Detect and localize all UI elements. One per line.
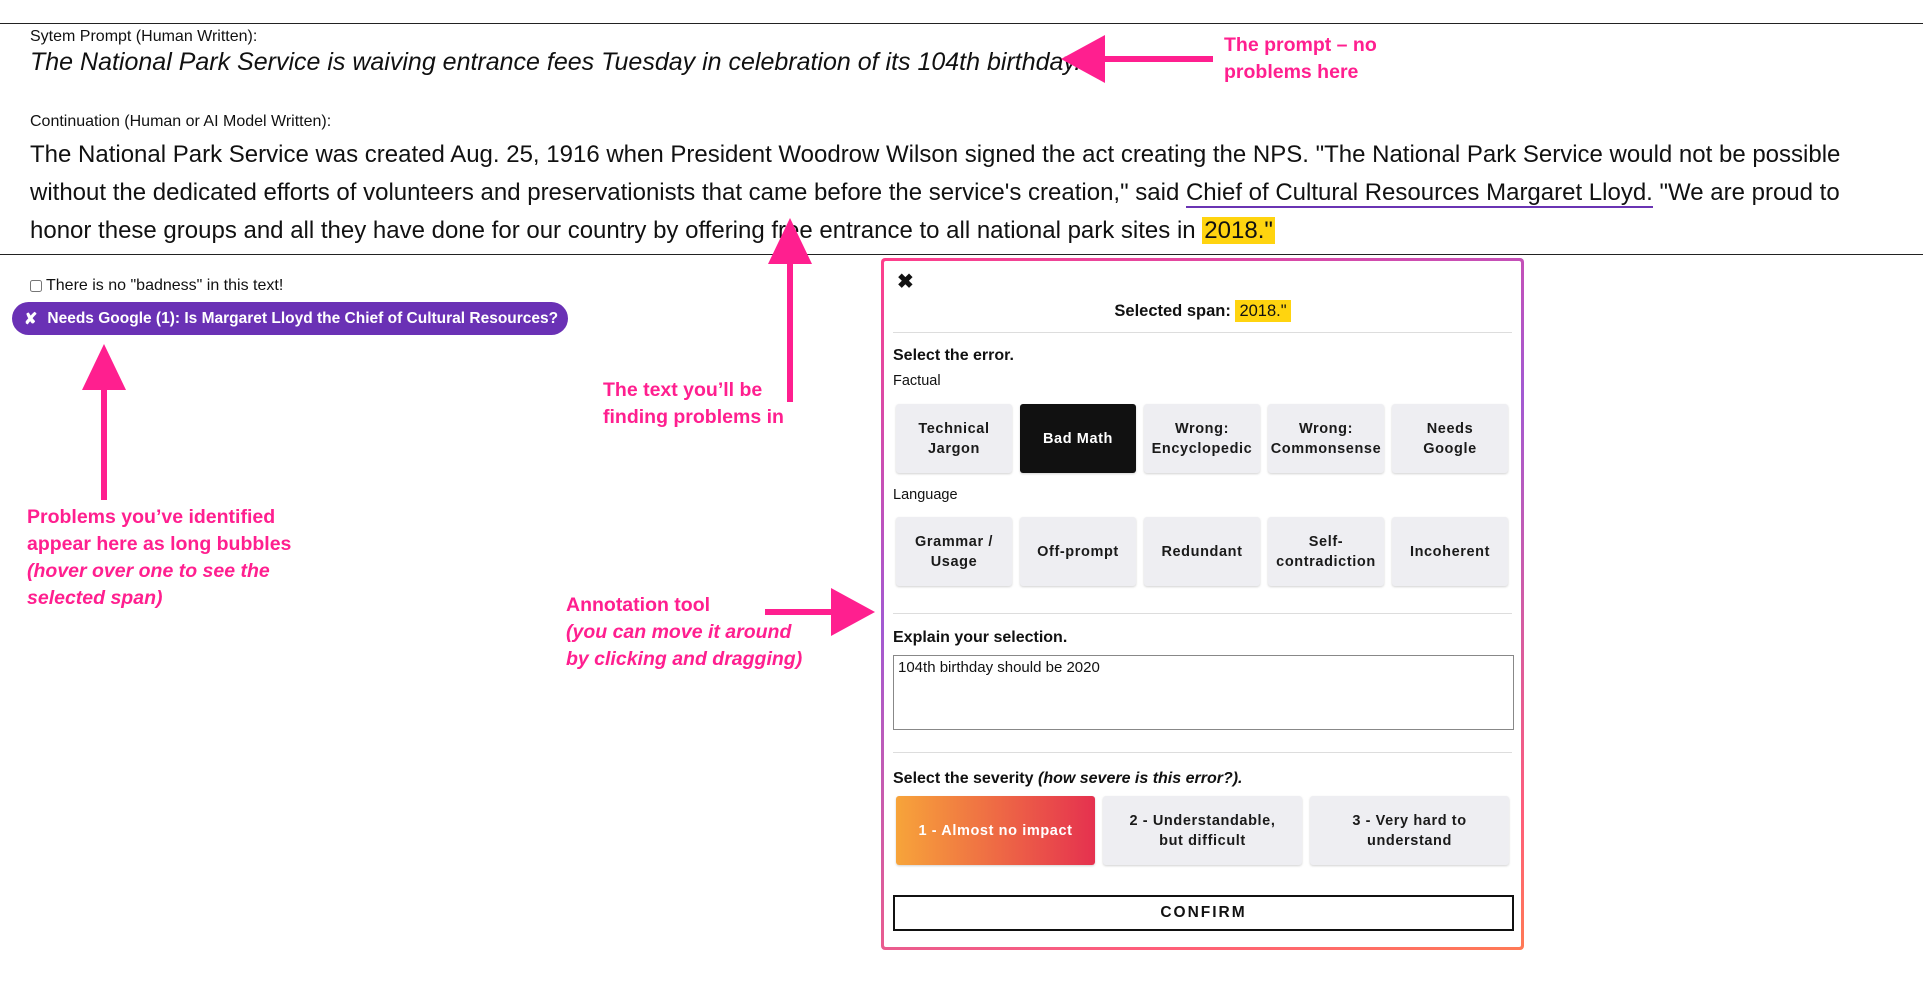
factual-label: Factual — [893, 373, 941, 389]
annotation-tool — [566, 592, 802, 673]
top-divider — [0, 23, 1923, 24]
explain-heading: Explain your selection. — [893, 629, 1068, 646]
annotation-text-line2: finding problems in — [603, 406, 784, 428]
confirm-button[interactable]: CONFIRM — [893, 895, 1514, 931]
error-grammar-usage-button[interactable] — [896, 517, 1012, 586]
problem-bubble[interactable] — [12, 302, 568, 335]
flagged-span[interactable]: Chief of Cultural Resources Margaret Lloyd. — [1185, 179, 1653, 206]
continuation-text-before[interactable]: The National Park Service was created Aug. 25, 1916 when President Woodrow Wilson signed the act creating the NPS. "The National Park Service would not be possible without the dedicated efforts of volunteers and preservationists that came before the service's creation," said — [30, 141, 1841, 206]
no-badness-label: There is no "badness" in this text! — [46, 277, 284, 294]
no-badness-checkbox[interactable] — [30, 280, 42, 292]
prompt-label: Sytem Prompt (Human Written): — [30, 28, 258, 45]
annotation-problems-line2: appear here as long bubbles — [27, 533, 292, 555]
close-icon[interactable]: ✖ — [897, 271, 914, 293]
severity-label: Select the severity — [893, 770, 1034, 787]
arrow-text-head — [768, 218, 812, 264]
btn-line: Encyclopedic — [1151, 440, 1253, 457]
arrow-prompt-shaft — [1103, 56, 1213, 62]
severity-buttons — [896, 796, 1509, 865]
annotation-panel[interactable] — [881, 258, 1524, 950]
factual-buttons — [896, 404, 1508, 473]
arrow-problems-head — [82, 344, 126, 390]
btn-line: Self- — [1308, 533, 1344, 550]
annotation-tool-line1: Annotation tool — [566, 594, 711, 616]
annotation-prompt-line2: problems here — [1224, 61, 1359, 83]
selected-span-value: 2018." — [1235, 300, 1290, 322]
panel-divider — [893, 332, 1512, 333]
text-bottom-divider — [0, 254, 1923, 255]
severity-2-button[interactable] — [1103, 796, 1302, 865]
annotation-prompt-line1: The prompt – no — [1224, 34, 1377, 56]
annotation-problems — [27, 504, 291, 612]
remove-problem-icon[interactable]: ✘ — [24, 310, 38, 328]
btn-line: Jargon — [928, 440, 980, 457]
btn-line: 3 - Very hard to — [1352, 812, 1467, 829]
btn-line: Google — [1423, 440, 1477, 457]
annotation-problems-line3: (hover over one to see the — [27, 560, 270, 582]
arrow-text-shaft — [787, 262, 793, 402]
btn-line: Grammar / — [915, 533, 993, 550]
continuation-label: Continuation (Human or AI Model Written): — [30, 113, 332, 130]
btn-line: understand — [1367, 832, 1452, 849]
error-self-contradiction-button[interactable] — [1268, 517, 1384, 586]
panel-divider — [893, 613, 1512, 614]
severity-3-button[interactable] — [1310, 796, 1509, 865]
annotation-text-line1: The text you’ll be — [603, 379, 763, 401]
explain-textarea[interactable] — [893, 655, 1514, 730]
selected-span — [884, 302, 1521, 321]
selected-span-highlight[interactable]: 2018." — [1204, 217, 1273, 244]
btn-line: Wrong: — [1174, 420, 1230, 437]
annotation-text — [603, 377, 784, 431]
btn-line: Wrong: — [1298, 420, 1354, 437]
continuation-text-middle[interactable]: "We are proud to honor these groups and all they have done for our country by offering free entrance to all national park sites in — [30, 179, 1840, 244]
language-label: Language — [893, 487, 958, 503]
error-off-prompt-button[interactable] — [1020, 517, 1136, 586]
arrow-tool-shaft — [765, 609, 833, 615]
btn-line: Bad Math — [1042, 430, 1114, 447]
btn-line: Commonsense — [1270, 440, 1382, 457]
annotation-problems-line1: Problems you’ve identified — [27, 506, 276, 528]
error-technical-jargon-button[interactable] — [896, 404, 1012, 473]
btn-line: Incoherent — [1409, 543, 1491, 560]
annotation-tool-line3: by clicking and dragging) — [566, 648, 803, 670]
annotation-tool-line2: (you can move it around — [566, 621, 792, 643]
btn-line: Needs — [1426, 420, 1474, 437]
no-badness-checkbox-row[interactable] — [30, 277, 283, 295]
error-wrong-encyclopedic-button[interactable] — [1144, 404, 1260, 473]
prompt-text: The National Park Service is waiving entrance fees Tuesday in celebration of its 104th birthday. — [30, 48, 1082, 76]
error-needs-google-button[interactable] — [1392, 404, 1508, 473]
error-incoherent-button[interactable] — [1392, 517, 1508, 586]
severity-hint: (how severe is this error?). — [1037, 770, 1243, 787]
btn-line: 1 - Almost no impact — [918, 822, 1073, 839]
selected-span-label: Selected span: — [1114, 302, 1231, 320]
panel-divider — [893, 752, 1512, 753]
btn-line: 2 - Understandable, — [1129, 812, 1276, 829]
btn-line: contradiction — [1276, 553, 1376, 570]
btn-line: Redundant — [1161, 543, 1243, 560]
annotation-prompt — [1224, 32, 1377, 86]
error-bad-math-button[interactable] — [1020, 404, 1136, 473]
problem-bubble-text: Needs Google (1): Is Margaret Lloyd the Chief of Cultural Resources? — [47, 309, 559, 327]
severity-1-button[interactable] — [896, 796, 1095, 865]
arrow-tool-head — [831, 588, 875, 636]
severity-heading — [893, 770, 1243, 788]
arrow-prompt-head — [1061, 35, 1105, 83]
arrow-problems-shaft — [101, 388, 107, 500]
annotation-problems-line4: selected span) — [27, 587, 163, 609]
select-error-heading: Select the error. — [893, 347, 1014, 364]
language-buttons — [896, 517, 1508, 586]
annotation-panel-body[interactable] — [884, 261, 1521, 947]
continuation-text[interactable] — [30, 136, 1900, 250]
btn-line: Usage — [930, 553, 978, 570]
btn-line: but difficult — [1159, 832, 1246, 849]
error-redundant-button[interactable] — [1144, 517, 1260, 586]
error-wrong-commonsense-button[interactable] — [1268, 404, 1384, 473]
btn-line: Off-prompt — [1037, 543, 1119, 560]
btn-line: Technical — [918, 420, 990, 437]
